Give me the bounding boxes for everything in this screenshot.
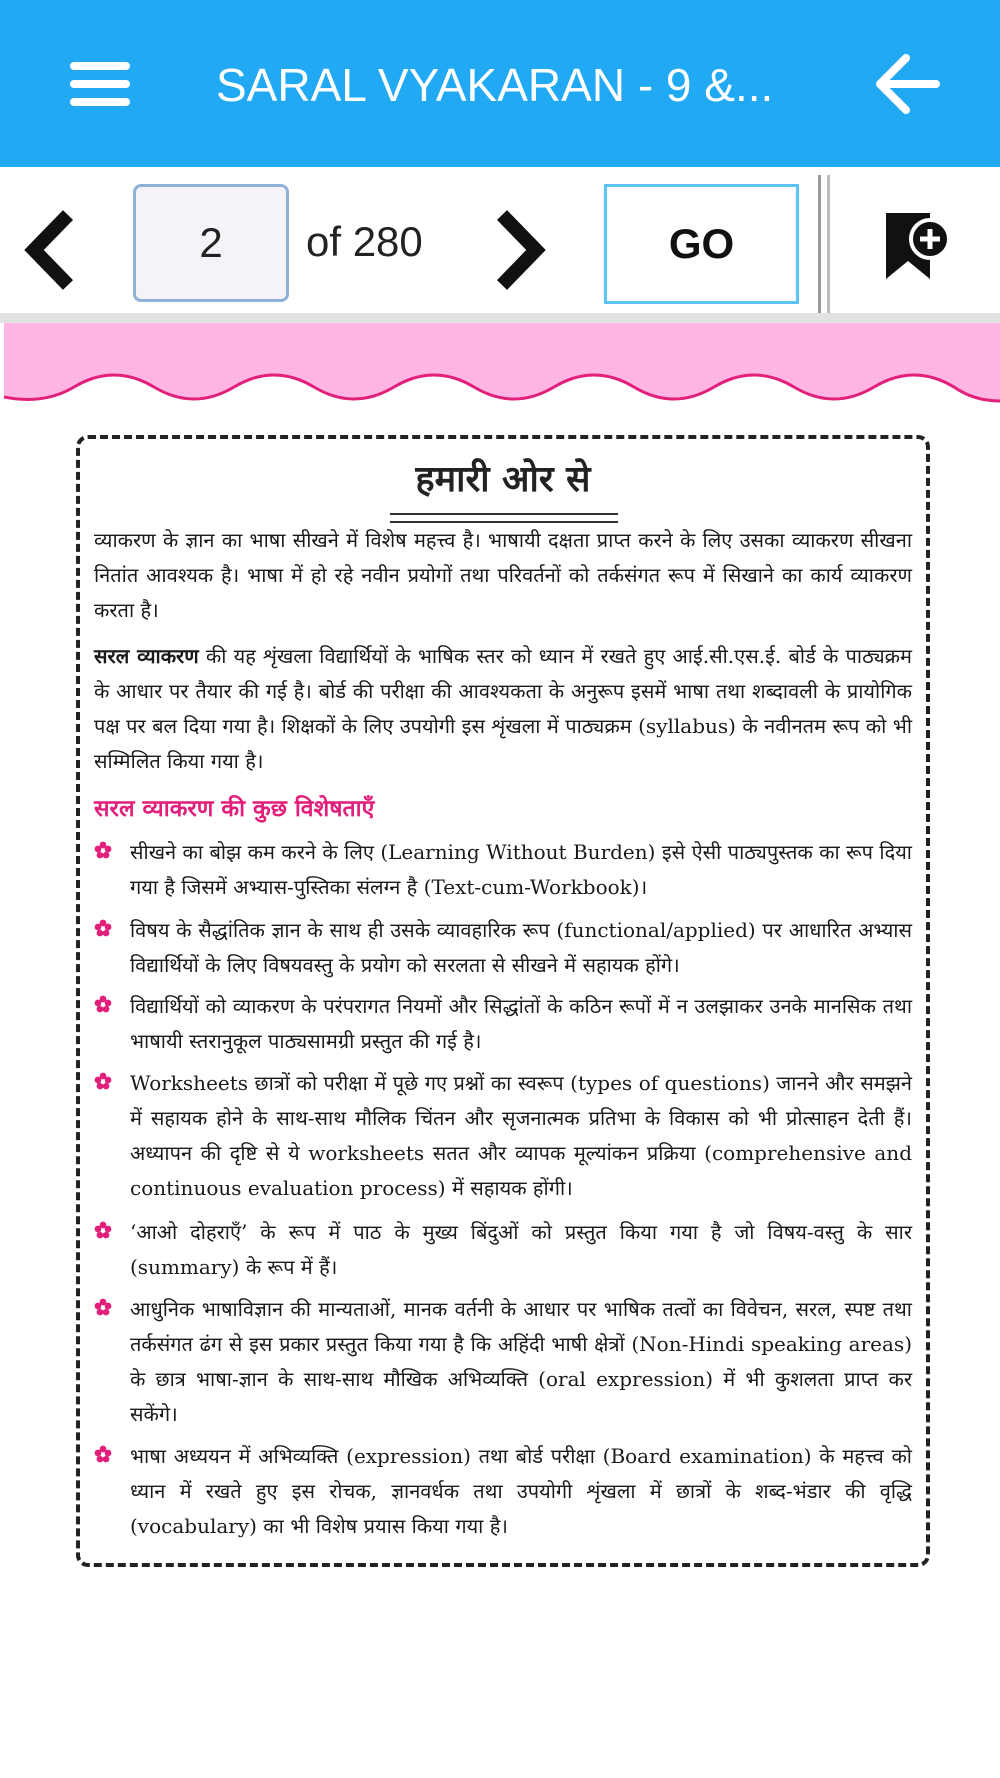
app-title: SARAL VYAKARAN - 9 &...: [216, 59, 774, 111]
go-button[interactable]: GO: [604, 184, 799, 304]
back-arrow-icon[interactable]: [872, 52, 942, 116]
flower-bullet-icon: [94, 841, 112, 859]
page-navigation-bar: [0, 167, 1000, 313]
flower-bullet-icon: [94, 1445, 112, 1463]
page-heading: हमारी ओर से: [415, 458, 591, 500]
hamburger-menu-icon[interactable]: [70, 62, 130, 106]
list-item-text: विषय के सैद्धांतिक ज्ञान के साथ ही उसके व्यावहारिक रूप (functional/applied) पर आधारित अभ्यास विद्यार्थियों के लिए विषयवस्तु के प्रयोग को सरलता से सीखने में सहायक होंगे।: [130, 918, 912, 977]
list-item-text: Worksheets छात्रों को परीक्षा में पूछे गए प्रश्नों का स्वरूप (types of questions) जानने और समझने में सहायक होने के साथ-साथ मौलिक चिंतन और सृजनात्मक प्रतिभा के विकास को भी प्रोत्साहन देती हैं। अध्यापन की दृष्टि से ये worksheets सतत और व्यापक मूल्यांकन प्रक्रिया (comprehensive and continuous evaluation process) में सहायक होंगी।: [130, 1071, 912, 1200]
flower-bullet-icon: [94, 919, 112, 937]
series-paragraph: [94, 639, 912, 779]
heading-underline: [390, 513, 618, 523]
series-name: सरल व्याकरण: [94, 644, 199, 668]
chevron-left-icon[interactable]: [20, 207, 80, 293]
series-description: की यह शृंखला विद्यार्थियों के भाषिक स्तर को ध्यान में रखते हुए आई.सी.एस.ई. बोर्ड के पाठ्यक्रम के आधार पर तैयार की गई है। बोर्ड की परीक्षा की आवश्यकता के अनुरूप इसमें भाषा तथा शब्दावली के प्रायोगिक पक्ष पर बल दिया गया है। शिक्षकों के लिए उपयोगी इस शृंखला में पाठ्यक्रम (syllabus) के नवीनतम रूप को भी सम्मिलित किया गया है।: [94, 644, 912, 773]
list-item-text: भाषा अध्ययन में अभिव्यक्ति (expression) तथा बोर्ड परीक्षा (Board examination) के महत्त्व को ध्यान में रखते हुए इस रोचक, ज्ञानवर्धक तथा उपयोगी शृंखला में छात्रों के शब्द-भंडार की वृद्धि (vocabulary) का भी विशेष प्रयास किया गया है।: [130, 1444, 912, 1538]
flower-bullet-icon: [94, 995, 112, 1013]
features-heading: सरल व्याकरण की कुछ विशेषताएँ: [94, 795, 375, 822]
preface-box: [76, 435, 930, 1567]
list-item-text: सीखने का बोझ कम करने के लिए (Learning Without Burden) इसे ऐसी पाठ्यपुस्तक का रूप दिया गया है जिसमें अभ्यास-पुस्तिका संलग्न है (Text-cum-Workbook)।: [130, 840, 912, 899]
toolbar-divider: [818, 175, 830, 315]
intro-paragraph: व्याकरण के ज्ञान का भाषा सीखने में विशेष महत्त्व है। भाषायी दक्षता प्राप्त करने के लिए उसका व्याकरण सीखना नितांत आवश्यक है। भाषा में हो रहे नवीन प्रयोगों तथा परिवर्तनों को तर्कसंगत रूप में सिखाने का कार्य व्याकरण करता है।: [94, 528, 912, 622]
separator: [0, 313, 1000, 323]
chevron-right-icon[interactable]: [490, 207, 550, 293]
page-number-input[interactable]: [133, 184, 289, 302]
list-item-text: आधुनिक भाषाविज्ञान की मान्यताओं, मानक वर्तनी के आधार पर भाषिक तत्वों का विवेचन, सरल, स्पष्ट तथा तर्कसंगत ढंग से इस प्रकार प्रस्तुत किया गया है कि अहिंदी भाषी क्षेत्रों (Non-Hindi speaking areas) के छात्र भाषा-ज्ञान के साथ-साथ मौखिक अभिव्यक्ति (oral expression) में भी कुशलता प्राप्त कर सकेंगे।: [130, 1297, 912, 1426]
list-item-text: विद्यार्थियों को व्याकरण के परंपरागत नियमों और सिद्धांतों के कठिन रूपों में न उलझाकर उनके मानसिक तथा भाषायी स्तरानुकूल पाठ्यसामग्री प्रस्तुत की गई है।: [130, 994, 912, 1053]
flower-bullet-icon: [94, 1072, 112, 1090]
book-page[interactable]: [4, 323, 1000, 1778]
page-count-label: of 280: [306, 218, 423, 265]
flower-bullet-icon: [94, 1221, 112, 1239]
app-bar: [0, 0, 1000, 167]
decorative-wave-banner: [4, 323, 1000, 413]
list-item-text: ‘आओ दोहराएँ’ के रूप में पाठ के मुख्य बिंदुओं को प्रस्तुत किया गया है जो विषय-वस्तु के सार (summary) के रूप में हैं।: [130, 1220, 912, 1279]
bookmark-add-icon[interactable]: [880, 207, 952, 281]
flower-bullet-icon: [94, 1298, 112, 1316]
